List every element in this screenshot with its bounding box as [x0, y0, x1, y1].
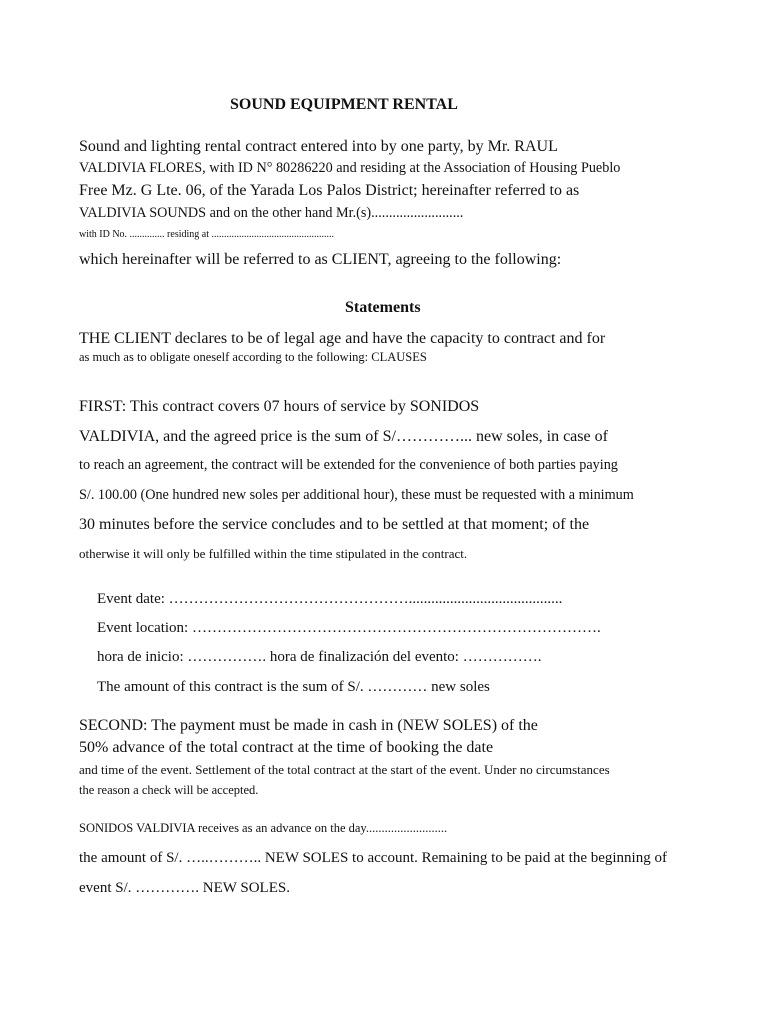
second-clause-line-1: SECOND: The payment must be made in cash in (NEW SOLES) of the: [79, 717, 538, 734]
advance-line-1: SONIDOS VALDIVIA receives as an advance on the day..........................: [79, 821, 448, 835]
advance-line-2: the amount of S/. …..……….. NEW SOLES to account. Remaining to be paid at the beginning of: [79, 850, 667, 866]
intro-line-2: VALDIVIA FLORES, with ID N° 80286220 and residing at the Association of Housing Pueblo: [79, 160, 621, 176]
event-location-field: Event location: ……………………………………………………………………….: [97, 620, 601, 636]
contract-amount-field: The amount of this contract is the sum of S/. ………… new soles: [97, 679, 490, 695]
intro-line-1: Sound and lighting rental contract entered into by one party, by Mr. RAUL: [79, 138, 558, 155]
event-date-field: Event date: ………………………………………….........................................: [97, 591, 563, 607]
statements-heading: Statements: [345, 299, 421, 316]
document-title: SOUND EQUIPMENT RENTAL: [230, 96, 458, 113]
second-clause-line-4: the reason a check will be accepted.: [79, 783, 259, 797]
first-clause-line-5: 30 minutes before the service concludes and to be settled at that moment; of the: [79, 516, 590, 533]
intro-line-4: VALDIVIA SOUNDS and on the other hand Mr.(s)..........................: [79, 205, 464, 221]
second-clause-line-2: 50% advance of the total contract at the time of booking the date: [79, 739, 494, 756]
second-clause-line-3: and time of the event. Settlement of the total contract at the start of the event. Under no circumstances: [79, 762, 610, 777]
first-clause-line-1: FIRST: This contract covers 07 hours of service by SONIDOS: [79, 398, 480, 415]
intro-line-5: with ID No. .............. residing at .................................................: [79, 229, 334, 240]
first-clause-line-6: otherwise it will only be fulfilled within the time stipulated in the contract.: [79, 546, 468, 561]
first-clause-line-2: VALDIVIA, and the agreed price is the sum of S/…………... new soles, in case of: [79, 428, 608, 445]
intro-line-3: Free Mz. G Lte. 06, of the Yarada Los Palos District; hereinafter referred to as: [79, 182, 580, 199]
first-clause-line-3: to reach an agreement, the contract will be extended for the convenience of both parties paying: [79, 457, 618, 473]
statements-line-1: THE CLIENT declares to be of legal age and have the capacity to contract and for: [79, 330, 606, 347]
intro-line-6: which hereinafter will be referred to as CLIENT, agreeing to the following:: [79, 251, 562, 268]
first-clause-line-4: S/. 100.00 (One hundred new soles per additional hour), these must be requested with a minimum: [79, 487, 634, 503]
statements-line-2: as much as to obligate oneself according to the following: CLAUSES: [79, 350, 427, 364]
event-time-field: hora de inicio: ……………. hora de finalización del evento: …………….: [97, 649, 542, 665]
advance-line-3: event S/. …………. NEW SOLES.: [79, 880, 290, 896]
